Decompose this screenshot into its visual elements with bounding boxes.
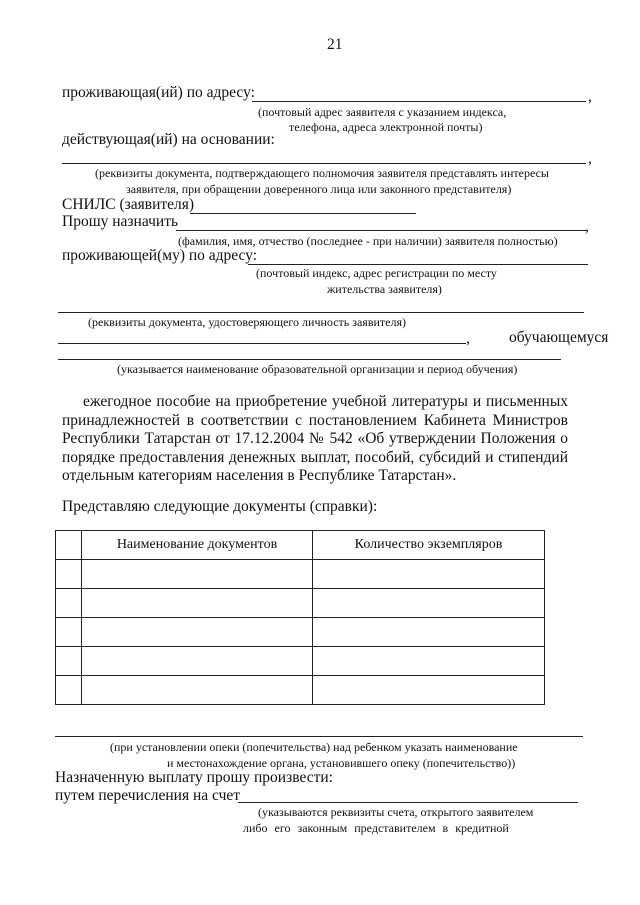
table-header-qty: Количество экземпляров [313, 531, 545, 560]
table-cell[interactable] [313, 676, 545, 705]
transfer-label: путем перечисления на счет [55, 787, 241, 804]
paragraph-line-4: порядке предоставления денежных выплат, пособий, субсидий и стипендий [62, 449, 568, 466]
table-cell[interactable] [82, 560, 313, 589]
table-cell[interactable] [82, 647, 313, 676]
table-cell[interactable] [56, 560, 82, 589]
table-header-num [56, 531, 82, 560]
basis-field-line[interactable] [62, 163, 586, 164]
basis-comma: , [588, 150, 592, 167]
payment-label: Назначенную выплату прошу произвести: [55, 769, 333, 786]
documents-label: Представляю следующие документы (справки): [62, 498, 378, 515]
table-cell[interactable] [56, 618, 82, 647]
table-header-row [56, 531, 545, 560]
table-row [56, 618, 545, 647]
student-label: обучающемуся [509, 329, 609, 346]
snils-field-line[interactable] [190, 213, 416, 214]
assign-hint: (фамилия, имя, отчество (последнее - при наличии) заявителя полностью) [178, 234, 558, 248]
resident-field-line[interactable] [248, 264, 588, 265]
resident-label: проживающей(му) по адресу: [62, 247, 258, 264]
paragraph-line-1: ежегодное пособие на приобретение учебной литературы и письменных [83, 393, 568, 410]
org-hint: (указывается наименование образовательной организации и период обучения) [117, 362, 518, 376]
table-cell[interactable] [82, 618, 313, 647]
table-cell[interactable] [56, 676, 82, 705]
table-cell[interactable] [313, 560, 545, 589]
basis-label: действующая(ий) на основании: [62, 131, 275, 148]
id-doc-field-line[interactable] [58, 312, 584, 313]
table-cell[interactable] [56, 589, 82, 618]
address-hint-1: (почтовый адрес заявителя с указанием индекса, [258, 105, 507, 119]
page-number: 21 [327, 36, 343, 53]
account-field-line[interactable] [238, 802, 578, 803]
student-field-line[interactable] [58, 343, 466, 344]
resident-hint-1: (почтовый индекс, адрес регистрации по месту [256, 266, 497, 280]
table-row [56, 589, 545, 618]
documents-table [55, 530, 545, 705]
guardian-hint-2: и местонахождение органа, установившего опеку (попечительство)) [167, 756, 516, 770]
address-label: проживающая(ий) по адресу: [62, 84, 255, 101]
table-cell[interactable] [313, 589, 545, 618]
assign-field-line[interactable] [176, 230, 586, 231]
resident-hint-2: жительства заявителя) [327, 282, 442, 296]
paragraph-line-3: Республики Татарстан от 17.12.2004 № 542 «Об утверждении Положения о [62, 430, 568, 447]
table-row [56, 676, 545, 705]
assign-comma: , [585, 218, 589, 235]
basis-hint-1: (реквизиты документа, подтверждающего полномочия заявителя представлять интересы [95, 166, 549, 180]
account-hint-2: либо его законным представителем в кредитной [243, 821, 509, 835]
address-comma: , [588, 88, 592, 105]
snils-label: СНИЛС (заявителя) [62, 196, 195, 213]
account-hint-1: (указываются реквизиты счета, открытого заявителем [258, 805, 534, 819]
basis-hint-2: заявителя, при обращении доверенного лица или законного представителя) [126, 182, 512, 196]
student-comma: , [466, 330, 470, 347]
table-cell[interactable] [313, 647, 545, 676]
org-field-line[interactable] [58, 359, 561, 360]
table-row [56, 560, 545, 589]
table-cell[interactable] [313, 618, 545, 647]
guardian-hint-1: (при установлении опеки (попечительства) над ребенком указать наименование [110, 740, 518, 754]
paragraph-line-2: принадлежностей в соответствии с постановлением Кабинета Министров [62, 412, 568, 429]
table-cell[interactable] [82, 589, 313, 618]
table-header-name: Наименование документов [82, 531, 313, 560]
id-doc-hint: (реквизиты документа, удостоверяющего личность заявителя) [88, 315, 406, 329]
address-hint-2: телефона, адреса электронной почты) [289, 120, 483, 134]
assign-label: Прошу назначить [62, 213, 179, 230]
paragraph-line-5: отдельным категориям населения в Республике Татарстан». [62, 467, 457, 484]
table-cell[interactable] [82, 676, 313, 705]
guardian-field-line[interactable] [55, 736, 583, 737]
table-cell[interactable] [56, 647, 82, 676]
address-field-line[interactable] [252, 101, 586, 102]
table-row [56, 647, 545, 676]
